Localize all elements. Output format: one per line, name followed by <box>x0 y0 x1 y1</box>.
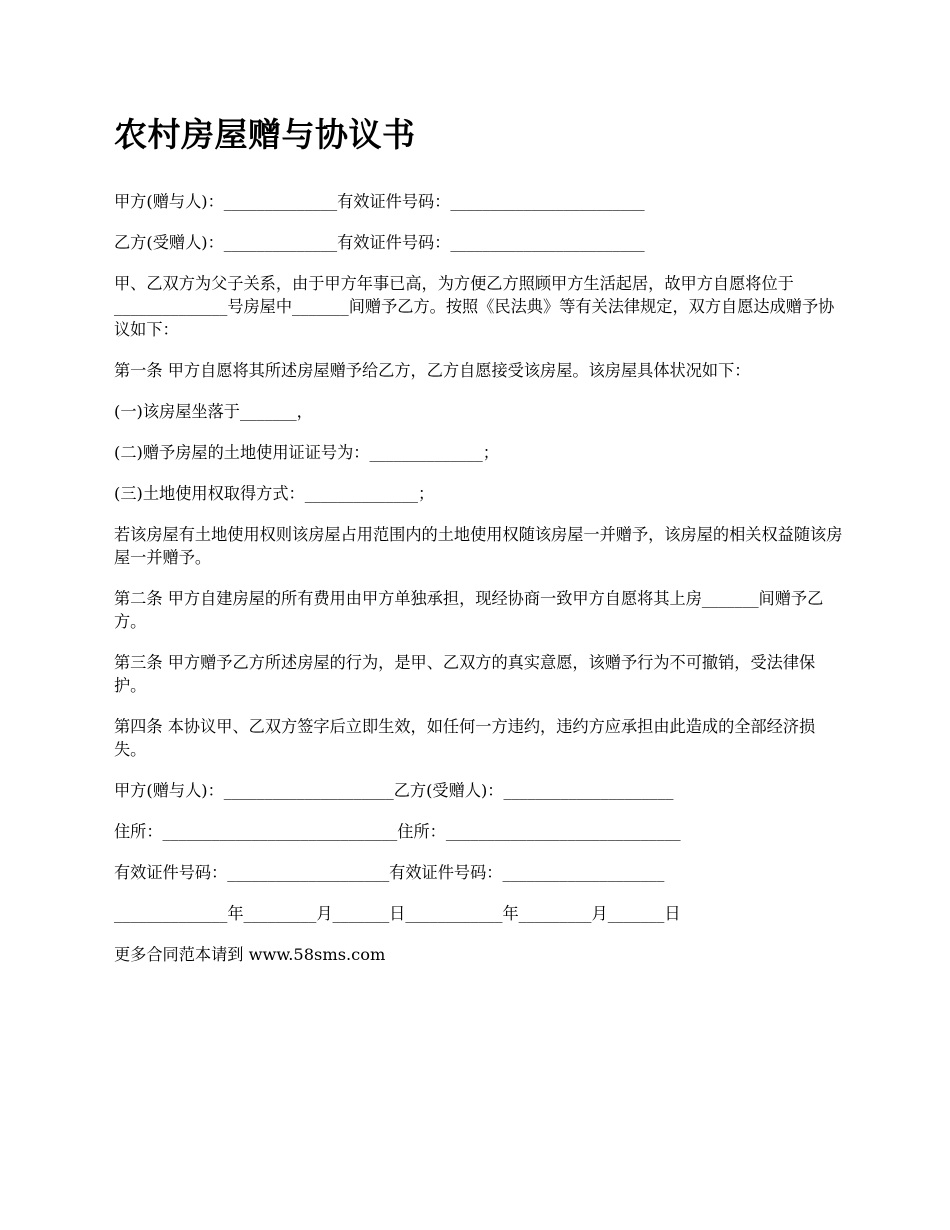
land-use-paragraph: 若该房屋有土地使用权则该房屋占用范围内的土地使用权随该房屋一并赠予，该房屋的相关权益随该房屋一并赠予。 <box>114 525 843 567</box>
article-1: 第一条 甲方自愿将其所述房屋赠予给乙方，乙方自愿接受该房屋。该房屋具体状况如下： <box>114 361 751 380</box>
document-title: 农村房屋赠与协议书 <box>114 115 416 154</box>
document-page <box>114 110 844 984</box>
article-3: 第三条 甲方赠予乙方所述房屋的行为，是甲、乙双方的真实意愿，该赠予行为不可撤销，受法律保护。 <box>114 653 816 695</box>
party-b-line: 乙方(受赠人)：______________有效证件号码：________________________ <box>114 233 645 252</box>
article-2: 第二条 甲方自建房屋的所有费用由甲方单独承担，现经协商一致甲方自愿将其上房_______间赠予乙方。 <box>114 589 824 631</box>
signature-address-line: 住所：_____________________________住所：_____________________________ <box>114 822 681 841</box>
signature-parties-line: 甲方(赠与人)：_____________________乙方(受赠人)：_____________________ <box>114 781 674 800</box>
preamble-paragraph: 甲、乙双方为父子关系，由于甲方年事已高，为方便乙方照顾甲方生活起居，故甲方自愿将位于______________号房屋中_______间赠予乙方。按照《民法典》等有关法律规定，双方自愿达成赠予协议如下： <box>114 274 835 339</box>
article-1-item-1: (一)该房屋坐落于_______， <box>114 402 313 421</box>
article-1-item-2: (二)赠予房屋的土地使用证证号为：______________； <box>114 443 499 462</box>
footer-note: 更多合同范本请到 www.58sms.com <box>114 945 386 964</box>
party-a-line: 甲方(赠与人)：______________有效证件号码：________________________ <box>114 192 645 211</box>
article-4: 第四条 本协议甲、乙双方签字后立即生效，如任何一方违约，违约方应承担由此造成的全部经济损失。 <box>114 717 816 759</box>
article-1-item-3: (三)土地使用权取得方式：______________； <box>114 484 435 503</box>
signature-date-line: ______________年_________月_______日____________年_________月_______日 <box>114 904 681 923</box>
signature-id-line: 有效证件号码：____________________有效证件号码：____________________ <box>114 863 665 882</box>
